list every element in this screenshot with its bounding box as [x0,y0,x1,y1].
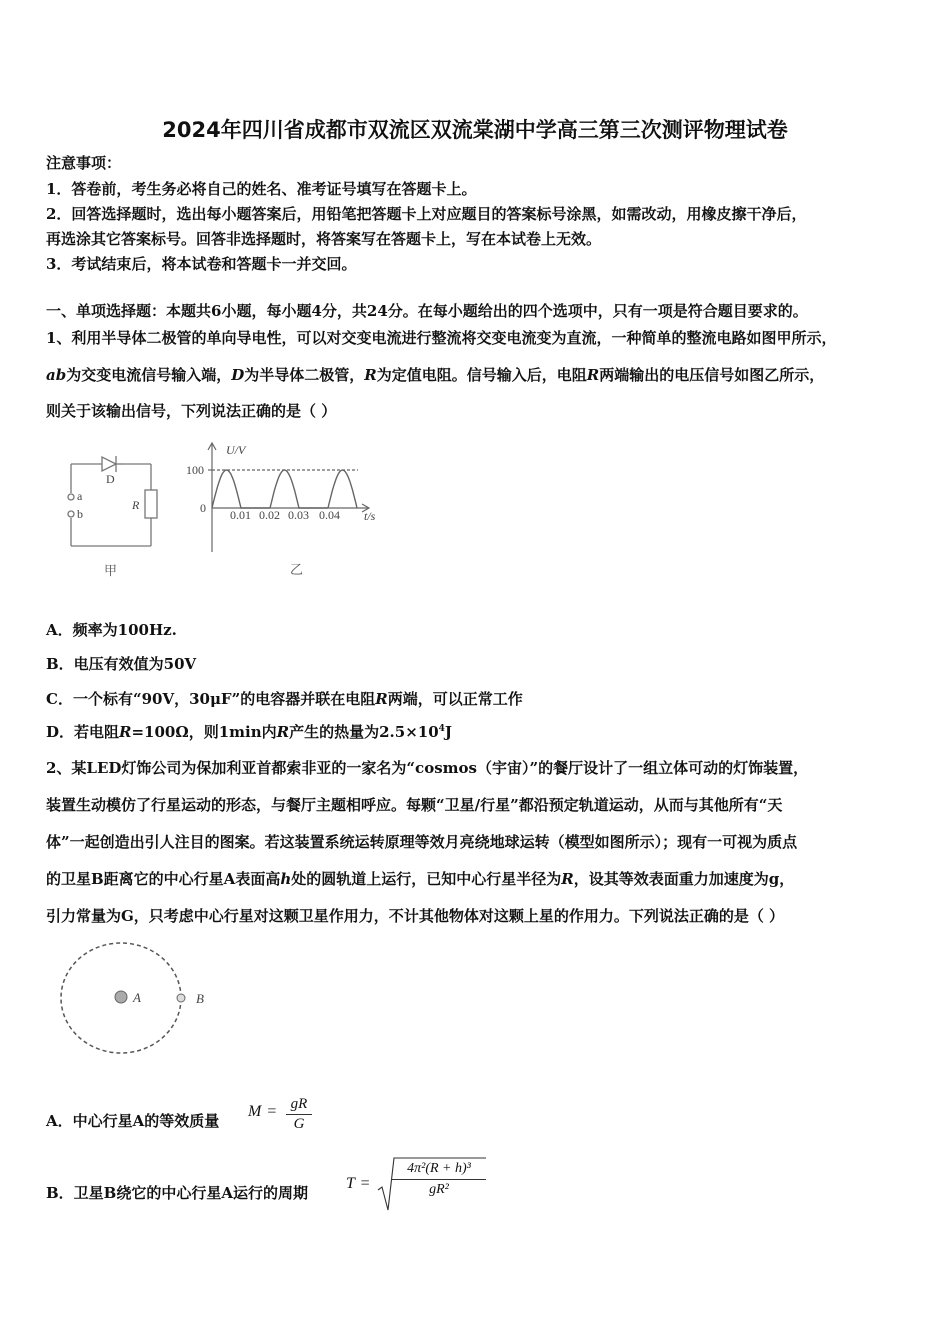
q1-line-3: 则关于该输出信号，下列说法正确的是（ ） [46,402,337,420]
fig-jia-caption: 甲 [104,564,118,579]
equals-sign: = [267,1103,277,1120]
q1-var-r: R [586,366,600,384]
section-heading: 一、单项选择题：本题共6小题，每小题4分，共24分。在每小题给出的四个选项中，只有一项是符合题目要求的。 [46,302,808,320]
numerator: gR [286,1096,312,1115]
formula-mass-lhs [248,1103,276,1121]
q1-option-c [46,688,523,709]
q2-line-1: 2、某LED灯饰公司为保加利亚首都索非亚的一家名为“cosmos（宇宙）”的餐厅设计了一组立体可动的灯饰装置， [46,759,809,777]
resistor-label: R [132,498,140,512]
fig-yi-caption: 乙 [290,563,304,578]
formula-mass-fraction [286,1096,312,1133]
x-tick: 0.02 [259,508,280,522]
q2-text: 的卫星B距离它的中心行星A表面高 [46,870,281,888]
circuit-diagram [60,448,170,580]
q2-var-h: h [280,870,292,888]
planet-a [115,991,127,1003]
y-tick-100: 100 [186,463,204,477]
q1-var-r: R [119,723,132,741]
orbit-diagram [55,938,225,1060]
satellite-b-label: B [196,991,204,1006]
var-m: M [248,1103,262,1120]
q2-text: 处的圆轨道上运行，已知中心行星半径为 [291,870,562,888]
q2-line-4 [46,868,794,889]
q1-line-2 [46,364,824,385]
q1-var-ab: ab [46,366,67,384]
x-tick: 0.04 [319,508,340,522]
q1-option-d-text: J [444,723,453,741]
notice-heading: 注意事项： [46,154,122,172]
x-tick: 0.01 [230,508,251,522]
q1-var-r: R [364,366,377,384]
q1-option-c-text: C．一个标有“90V，30μF”的电容器并联在电阻 [46,690,376,708]
formula-period-fraction [392,1161,486,1198]
page-title: 2024年四川省成都市双流区双流棠湖中学高三第三次测评物理试卷 [162,118,788,142]
y-axis-label: U/V [226,443,246,457]
q2-text: ，设其等效表面重力加速度为g， [573,870,795,888]
q1-option-d-text: D．若电阻 [46,723,120,741]
terminal-a-label: a [77,489,83,503]
q2-line-2: 装置生动模仿了行星运动的形态，与餐厅主题相呼应。每颗“卫星/行星”都沿预定轨道运动，从而与其他所有“天 [46,796,783,814]
q1-option-b: B．电压有效值为50V [46,655,197,673]
q2-line-3: 体”一起创造出引人注目的图案。若这装置系统运转原理等效月亮绕地球运转（模型如图所示）；现有一可视为质点 [46,833,798,851]
var-t: T [346,1175,355,1192]
denominator: gR² [429,1182,449,1197]
equals-sign: = [360,1175,370,1192]
q1-var-d: D [231,366,245,384]
voltage-graph [186,440,386,580]
q1-text: 为定值电阻。信号输入后，电阻 [376,366,587,384]
diode-label: D [106,472,115,486]
q1-line-1: 1、利用半导体二极管的单向导电性，可以对交变电流进行整流将交变电流变为直流，一种简单的整流电路如图甲所示， [46,329,837,347]
q2-option-a-text: A．中心行星A的等效质量 [46,1112,220,1130]
numerator: 4π²(R + h)³ [392,1161,486,1180]
formula-period-lhs [346,1175,370,1193]
notice-item-3: 3．考试结束后，将本试卷和答题卡一并交回。 [46,255,357,273]
q1-var-r: R [276,723,290,741]
q1-var-r: R [375,690,388,708]
q1-text: 为半导体二极管， [244,366,365,384]
q1-option-d-text: 产生的热量为2.5×10 [289,723,439,741]
q1-option-a: A．频率为100Hz. [46,621,177,639]
q1-option-d [46,721,452,742]
exponent: 4 [438,724,445,734]
terminal-b-label: b [77,507,83,521]
q2-var-r: R [561,870,574,888]
x-tick: 0.03 [288,508,309,522]
q1-text: 两端输出的电压信号如图乙所示， [599,366,825,384]
denominator: G [293,1116,305,1132]
x-axis-label: t/s [364,509,376,523]
q1-option-d-text: =100Ω，则1min内 [131,723,277,741]
rectified-waveform [212,470,357,508]
notice-item-1: 1．答卷前，考生务必将自己的姓名、准考证号填写在答题卡上。 [46,180,477,198]
origin-label: 0 [200,501,206,515]
q2-line-5: 引力常量为G，只考虑中心行星对这颗卫星作用力，不计其他物体对这颗上星的作用力。下列说法正确的是（ ） [46,907,785,925]
q1-text: 为交变电流信号输入端， [66,366,232,384]
notice-item-2-cont: 再选涂其它答案标号。回答非选择题时，将答案写在答题卡上，写在本试卷上无效。 [46,230,602,248]
q2-option-b-text: B．卫星B绕它的中心行星A运行的周期 [46,1184,308,1202]
notice-item-2: 2．回答选择题时，选出每小题答案后，用铅笔把答题卡上对应题目的答案标号涂黑，如需改动，用橡皮擦干净后， [46,205,807,223]
planet-a-label: A [133,990,141,1005]
q1-option-c-text: 两端，可以正常工作 [387,690,523,708]
satellite-b [177,994,185,1002]
